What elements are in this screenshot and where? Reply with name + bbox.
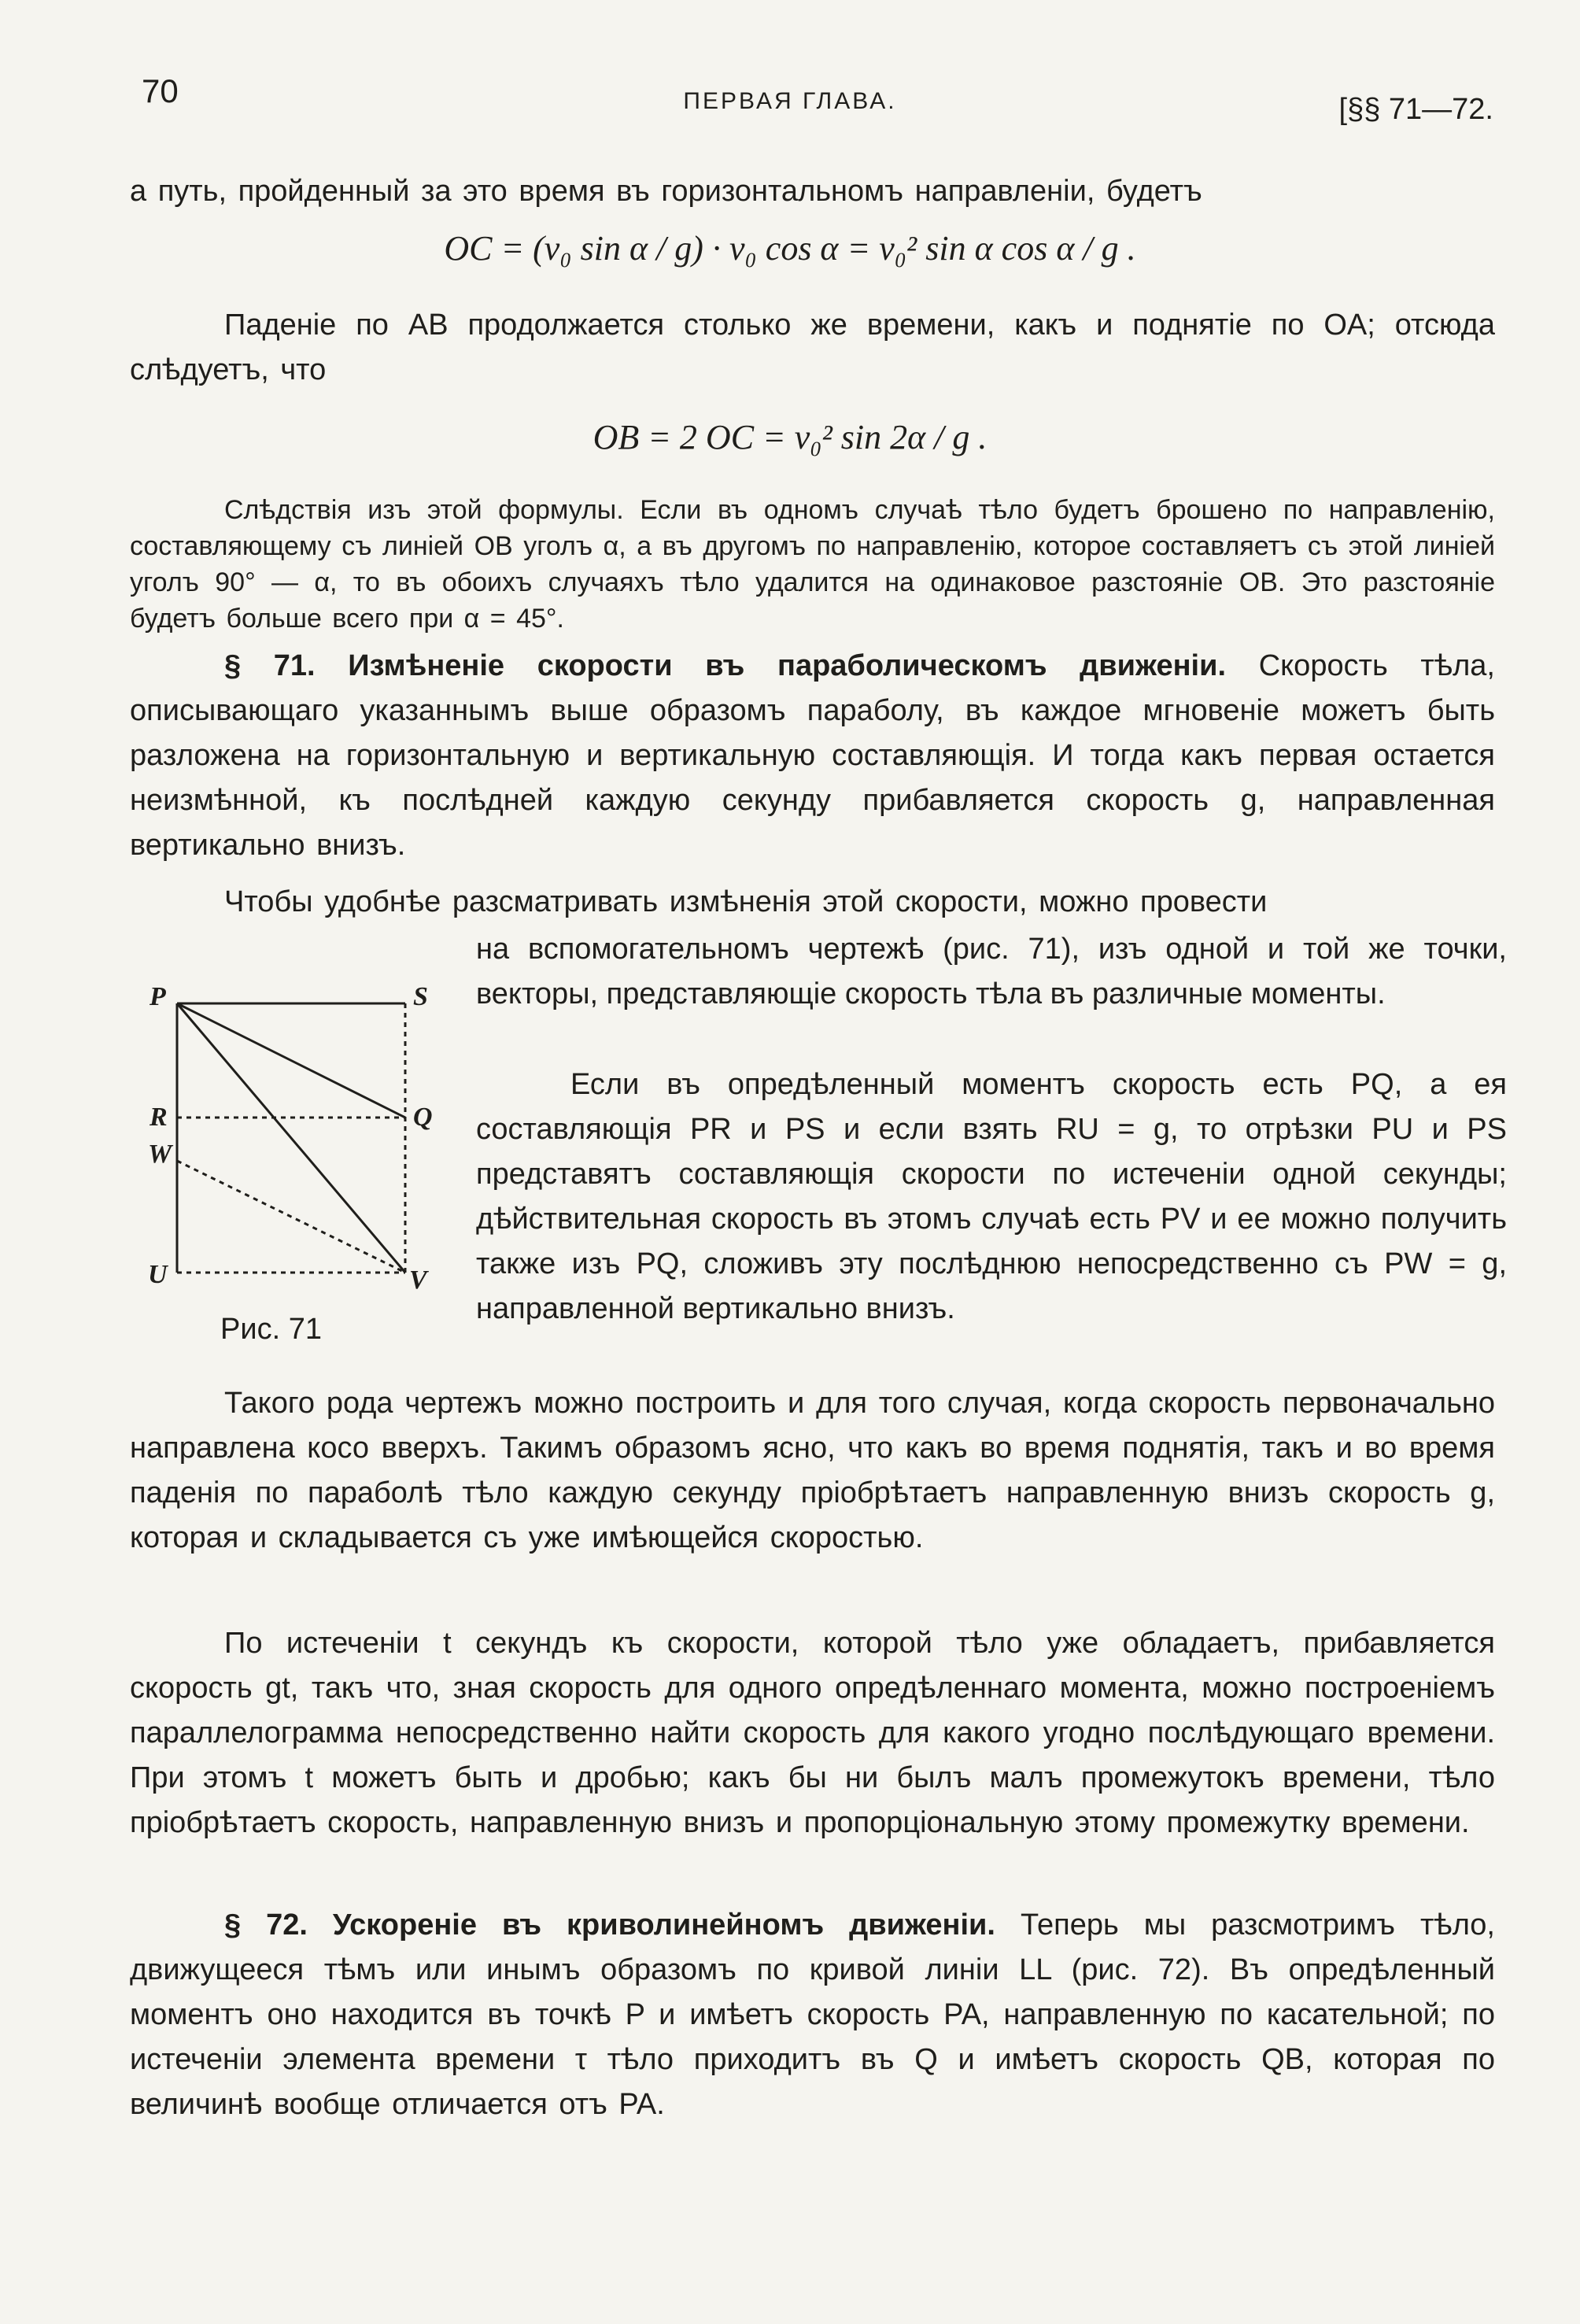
section-range: [§§ 71—72. [1338,93,1493,126]
figure-71-diagram [142,980,449,1310]
paragraph-time: По истеченіи t секундъ къ скорости, которой тѣло уже обладаетъ, прибавляется скорость gt, такъ что, зная скорость для одного опредѣленнаго момента, можно построеніемъ параллелограмма непосредственно найти скорость для какого угодно послѣдующаго времени. При этомъ t можетъ быть и дробью; какъ бы ни былъ малъ промежутокъ времени, тѣло пріобрѣтаетъ скорость, направленную внизъ и пропорціональную этому промежутку времени. [130,1627,1495,1839]
paragraph-aux-intro: Чтобы удобнѣе разсматривать измѣненія этой скорости, можно провести [224,885,1268,918]
label-q: Q [413,1103,433,1132]
vector-pq [177,1003,405,1118]
paragraph-aux-rest: на вспомогательномъ чертежѣ (рис. 71), изъ одной и той же точки, векторы, представляющіе скорость тѣла въ различные моменты. [476,933,1507,1011]
label-s: S [413,982,428,1011]
label-u: U [148,1260,168,1289]
line-wv [177,1161,405,1273]
section-72-heading: § 72. Ускореніе въ криволинейномъ движеніи. [224,1908,995,1942]
page-number: 70 [142,72,179,109]
formula-ob: OB = 2 OC = v₀² sin 2α / g . [592,418,988,456]
section-72-body: Теперь мы разсмотримъ тѣло, движущееся тѣмъ или инымъ образомъ по кривой линіи LL (рис. 72). Въ опредѣленный моментъ оно находится въ точкѣ P и имѣетъ скорость PA, направленную по касательной; по истеченіи элемента времени τ тѣло приходитъ въ Q и имѣетъ скорость QB, которая по величинѣ вообще отличается отъ PA. [130,1908,1495,2121]
chapter-title: ПЕРВАЯ ГЛАВА. [683,88,897,114]
paragraph-oblique: Такого рода чертежъ можно построить и для того случая, когда скорость первоначально направлена косо вверхъ. Такимъ образомъ ясно, что какъ во время поднятія, такъ и во время паденія по параболѣ тѣло каждую секунду пріобрѣтаетъ направленную внизъ скорость g, которая и складывается съ уже имѣющейся скоростью. [130,1387,1495,1554]
formula-oc: OC = (v₀ sin α / g) · v₀ cos α = v₀² sin α cos α / g . [444,229,1136,268]
section-72 [130,1903,1495,2127]
section-71-heading: § 71. Измѣненіе скорости въ параболическомъ движеніи. [224,649,1227,682]
section-71 [130,644,1495,868]
vector-pv [177,1003,405,1273]
paragraph-vectors: Если въ опредѣленный моментъ скорость есть PQ, а ея составляющія PR и PS и если взять RU = g, то отрѣзки PU и PS представятъ составляющія скорости по истеченіи одной секунды; дѣйствительная скорость въ этомъ случаѣ есть PV и ее можно получить также изъ PQ, сложивъ эту послѣднюю непосредственно съ PW = g, направленной вертикально внизъ. [476,1068,1507,1325]
label-p: P [150,982,166,1011]
paragraph-fall: Паденіе по AB продолжается столько же времени, какъ и поднятіе по OA; отсюда слѣдуетъ, что [130,309,1495,386]
paragraph-corollary: Слѣдствія изъ этой формулы. Если въ одномъ случаѣ тѣло будетъ брошено по направленію, составляющему съ линіей OB уголъ α, а въ другомъ по направленію, которое составляетъ съ этой линіей уголъ 90° — α, то въ обоихъ случаяхъ тѣло удалится на одинаковое разстояніе OB. Это разстояніе будетъ больше всего при α = 45°. [130,495,1495,634]
section-71-body: Скорость тѣла, описывающаго указаннымъ выше образомъ параболу, въ каждое мгновеніе можетъ быть разложена на горизонтальную и вертикальную составляющія. И тогда какъ первая остается неизмѣнной, къ послѣдней каждую секунду прибавляется скорость g, направленная вертикально внизъ. [130,649,1495,862]
label-w: W [148,1140,172,1169]
label-v: V [409,1265,427,1295]
paragraph-path-text: а путь, пройденный за это время въ горизонтальномъ направленіи, будетъ [130,175,1202,208]
figure-71-caption: Рис. 71 [220,1313,322,1346]
label-r: R [150,1103,168,1132]
